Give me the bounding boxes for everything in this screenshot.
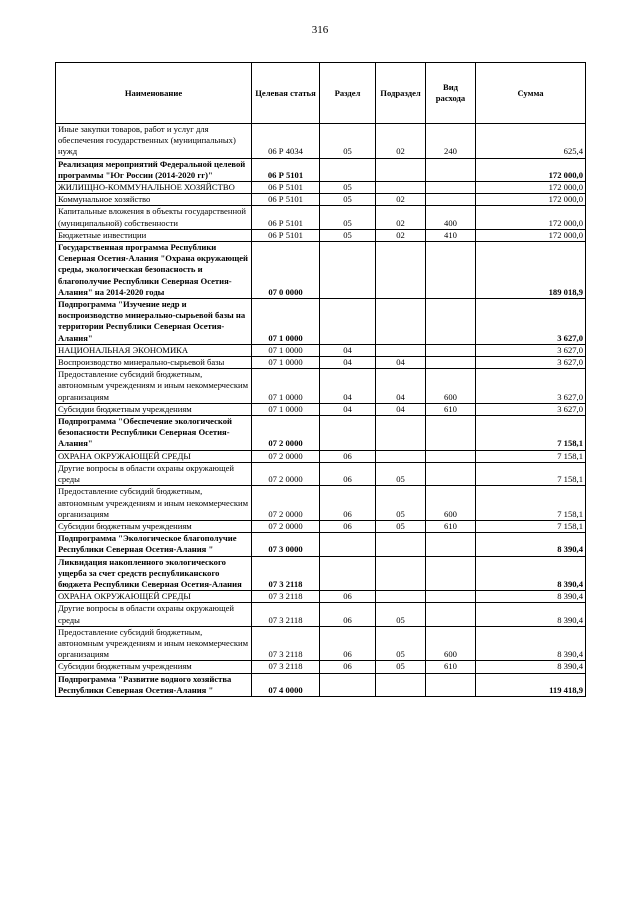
table-row	[56, 357, 586, 369]
row-expense-type: 610	[426, 661, 476, 673]
table-row	[56, 369, 586, 404]
table-row	[56, 486, 586, 521]
row-section: 05	[320, 194, 376, 206]
row-section: 06	[320, 603, 376, 626]
row-section	[320, 533, 376, 556]
row-expense-type	[426, 242, 476, 299]
row-name: Реализация мероприятий Федеральной целевой программы "Юг России (2014-2020 гг)"	[56, 158, 252, 181]
row-subsection	[376, 344, 426, 356]
row-subsection	[376, 416, 426, 451]
row-target: 06 Р 5101	[252, 206, 320, 229]
row-name: Иные закупки товаров, работ и услуг для обеспечения государственных (муниципальных) нужд	[56, 124, 252, 159]
row-name: Предоставление субсидий бюджетным, автономным учреждениям и иным некоммерческим организациям	[56, 369, 252, 404]
row-amount: 8 390,4	[476, 661, 586, 673]
row-name: Ликвидация накопленного экологического ущерба за счет средств республиканского бюджета Республики Северная Осетия-Алания	[56, 556, 252, 591]
row-name: Субсидии бюджетным учреждениям	[56, 661, 252, 673]
row-subsection: 04	[376, 403, 426, 415]
row-name: Капитальные вложения в объекты государственной (муниципальной) собственности	[56, 206, 252, 229]
row-expense-type	[426, 182, 476, 194]
row-name: Предоставление субсидий бюджетным, автономным учреждениям и иным некоммерческим организациям	[56, 486, 252, 521]
row-section: 06	[320, 450, 376, 462]
row-expense-type	[426, 158, 476, 181]
row-section	[320, 299, 376, 345]
row-expense-type	[426, 194, 476, 206]
row-section: 05	[320, 124, 376, 159]
table-header-row	[56, 63, 586, 124]
row-expense-type	[426, 591, 476, 603]
table-row	[56, 416, 586, 451]
row-amount: 8 390,4	[476, 591, 586, 603]
table-row	[56, 661, 586, 673]
row-subsection: 02	[376, 229, 426, 241]
row-section: 05	[320, 229, 376, 241]
row-amount: 625,4	[476, 124, 586, 159]
table-row	[56, 603, 586, 626]
row-amount: 8 390,4	[476, 626, 586, 661]
row-target: 07 1 0000	[252, 344, 320, 356]
row-section: 06	[320, 591, 376, 603]
table-row	[56, 673, 586, 696]
row-target: 07 3 2118	[252, 603, 320, 626]
row-name: Бюджетные инвестиции	[56, 229, 252, 241]
row-subsection: 02	[376, 206, 426, 229]
table-row	[56, 462, 586, 485]
table-row	[56, 450, 586, 462]
table-row	[56, 299, 586, 345]
row-name: Подпрограмма "Изучение недр и воспроизводство минерально-сырьевой базы на территории Республики Северная Осетия-Алания"	[56, 299, 252, 345]
row-amount: 8 390,4	[476, 603, 586, 626]
row-section: 06	[320, 486, 376, 521]
row-amount: 189 018,9	[476, 242, 586, 299]
row-target: 07 3 2118	[252, 661, 320, 673]
row-section	[320, 158, 376, 181]
row-subsection	[376, 299, 426, 345]
row-amount: 172 000,0	[476, 158, 586, 181]
row-expense-type: 610	[426, 520, 476, 532]
row-expense-type	[426, 603, 476, 626]
table-row	[56, 591, 586, 603]
row-name: Субсидии бюджетным учреждениям	[56, 403, 252, 415]
row-expense-type: 400	[426, 206, 476, 229]
row-name: Подпрограмма "Обеспечение экологической безопасности Республики Северная Осетия-Алания"	[56, 416, 252, 451]
table-row	[56, 626, 586, 661]
row-section: 06	[320, 520, 376, 532]
row-subsection	[376, 591, 426, 603]
row-subsection	[376, 182, 426, 194]
row-amount: 119 418,9	[476, 673, 586, 696]
row-name: Воспроизводство минерально-сырьевой базы	[56, 357, 252, 369]
row-subsection	[376, 158, 426, 181]
header-target: Целевая статья	[252, 63, 320, 124]
row-amount: 8 390,4	[476, 533, 586, 556]
row-target: 07 1 0000	[252, 403, 320, 415]
row-section: 06	[320, 626, 376, 661]
header-amount: Сумма	[476, 63, 586, 124]
row-section	[320, 416, 376, 451]
table-body	[56, 124, 586, 697]
row-expense-type: 240	[426, 124, 476, 159]
row-target: 07 1 0000	[252, 357, 320, 369]
row-section	[320, 673, 376, 696]
row-name: Другие вопросы в области охраны окружающей среды	[56, 603, 252, 626]
table-row	[56, 158, 586, 181]
row-amount: 7 158,1	[476, 416, 586, 451]
row-name: Подпрограмма "Экологическое благополучие Республики Северная Осетия-Алания "	[56, 533, 252, 556]
row-expense-type: 600	[426, 626, 476, 661]
row-target: 07 2 0000	[252, 520, 320, 532]
row-amount: 8 390,4	[476, 556, 586, 591]
row-name: НАЦИОНАЛЬНАЯ ЭКОНОМИКА	[56, 344, 252, 356]
row-target: 07 2 0000	[252, 416, 320, 451]
row-section	[320, 556, 376, 591]
row-target: 06 Р 5101	[252, 194, 320, 206]
table-row	[56, 182, 586, 194]
row-subsection: 05	[376, 486, 426, 521]
row-expense-type	[426, 344, 476, 356]
row-target: 07 4 0000	[252, 673, 320, 696]
row-name: ОХРАНА ОКРУЖАЮЩЕЙ СРЕДЫ	[56, 591, 252, 603]
row-amount: 172 000,0	[476, 194, 586, 206]
table-row	[56, 229, 586, 241]
row-amount: 7 158,1	[476, 450, 586, 462]
row-expense-type	[426, 556, 476, 591]
row-target: 06 Р 5101	[252, 158, 320, 181]
table-row	[56, 206, 586, 229]
table-row	[56, 520, 586, 532]
row-expense-type	[426, 450, 476, 462]
row-expense-type: 410	[426, 229, 476, 241]
row-subsection	[376, 242, 426, 299]
row-section: 04	[320, 357, 376, 369]
row-subsection: 02	[376, 124, 426, 159]
row-expense-type	[426, 357, 476, 369]
table-row	[56, 403, 586, 415]
row-section	[320, 242, 376, 299]
row-subsection: 05	[376, 462, 426, 485]
row-section: 05	[320, 206, 376, 229]
row-target: 07 0 0000	[252, 242, 320, 299]
row-section: 04	[320, 369, 376, 404]
row-name: Другие вопросы в области охраны окружающей среды	[56, 462, 252, 485]
row-subsection: 05	[376, 520, 426, 532]
row-subsection: 05	[376, 603, 426, 626]
row-expense-type: 600	[426, 369, 476, 404]
row-expense-type	[426, 533, 476, 556]
row-subsection: 05	[376, 626, 426, 661]
row-name: Государственная программа Республики Северная Осетия-Алания "Охрана окружающей среды, экологическая безопасность и благополучие Республики Северная Осетия-Алания" на 2014-2020 годы	[56, 242, 252, 299]
table-row	[56, 124, 586, 159]
row-expense-type	[426, 416, 476, 451]
row-expense-type	[426, 299, 476, 345]
row-amount: 3 627,0	[476, 344, 586, 356]
row-target: 07 1 0000	[252, 299, 320, 345]
table-row	[56, 242, 586, 299]
row-expense-type	[426, 462, 476, 485]
row-amount: 172 000,0	[476, 206, 586, 229]
header-name: Наименование	[56, 63, 252, 124]
row-section: 05	[320, 182, 376, 194]
row-amount: 3 627,0	[476, 403, 586, 415]
row-amount: 7 158,1	[476, 486, 586, 521]
row-name: ОХРАНА ОКРУЖАЮЩЕЙ СРЕДЫ	[56, 450, 252, 462]
row-subsection	[376, 533, 426, 556]
row-target: 07 2 0000	[252, 450, 320, 462]
row-subsection	[376, 673, 426, 696]
row-name: ЖИЛИЩНО-КОММУНАЛЬНОЕ ХОЗЯЙСТВО	[56, 182, 252, 194]
row-section: 04	[320, 403, 376, 415]
row-amount: 172 000,0	[476, 182, 586, 194]
row-amount: 3 627,0	[476, 357, 586, 369]
table-row	[56, 533, 586, 556]
header-expense-type: Вид расхода	[426, 63, 476, 124]
row-amount: 7 158,1	[476, 462, 586, 485]
row-target: 07 3 2118	[252, 556, 320, 591]
row-target: 06 Р 5101	[252, 229, 320, 241]
row-expense-type: 600	[426, 486, 476, 521]
row-target: 07 2 0000	[252, 462, 320, 485]
row-expense-type	[426, 673, 476, 696]
table-row	[56, 556, 586, 591]
row-section: 06	[320, 661, 376, 673]
row-target: 06 Р 4034	[252, 124, 320, 159]
table-row	[56, 194, 586, 206]
page-number: 316	[311, 24, 329, 36]
row-target: 06 Р 5101	[252, 182, 320, 194]
row-subsection: 05	[376, 661, 426, 673]
budget-table	[55, 62, 586, 697]
header-subsection: Подраздел	[376, 63, 426, 124]
row-subsection	[376, 450, 426, 462]
row-name: Подпрограмма "Развитие водного хозяйства Республики Северная Осетия-Алания "	[56, 673, 252, 696]
row-name: Коммунальное хозяйство	[56, 194, 252, 206]
row-amount: 7 158,1	[476, 520, 586, 532]
row-target: 07 1 0000	[252, 369, 320, 404]
row-name: Предоставление субсидий бюджетным, автономным учреждениям и иным некоммерческим организациям	[56, 626, 252, 661]
row-target: 07 3 2118	[252, 626, 320, 661]
row-subsection	[376, 556, 426, 591]
row-target: 07 3 0000	[252, 533, 320, 556]
row-target: 07 2 0000	[252, 486, 320, 521]
row-amount: 3 627,0	[476, 369, 586, 404]
table-row	[56, 344, 586, 356]
header-section: Раздел	[320, 63, 376, 124]
row-subsection: 02	[376, 194, 426, 206]
row-target: 07 3 2118	[252, 591, 320, 603]
row-subsection: 04	[376, 357, 426, 369]
row-amount: 3 627,0	[476, 299, 586, 345]
row-expense-type: 610	[426, 403, 476, 415]
row-amount: 172 000,0	[476, 229, 586, 241]
row-subsection: 04	[376, 369, 426, 404]
row-section: 04	[320, 344, 376, 356]
row-name: Субсидии бюджетным учреждениям	[56, 520, 252, 532]
row-section: 06	[320, 462, 376, 485]
